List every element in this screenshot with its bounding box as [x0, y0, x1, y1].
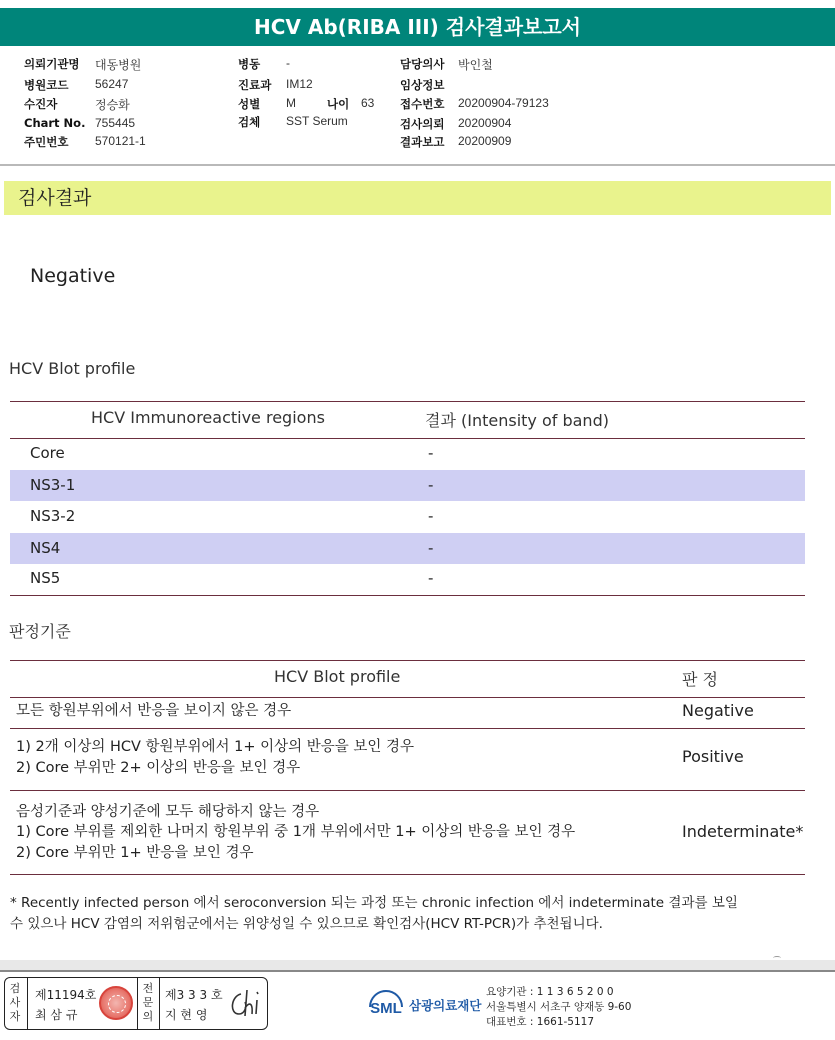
examinee-label: 수진자 — [24, 97, 58, 111]
institution-code: 요양기관 : 1 1 3 6 5 2 0 0 — [486, 986, 614, 998]
footer-strip — [0, 960, 835, 970]
examiner-license: 제11194호 — [35, 988, 97, 1002]
sex-value: M — [286, 96, 296, 110]
specialist-license: 제3 3 3 호 — [165, 988, 223, 1002]
criteria-positive-text-2: 2) Core 부위만 2+ 이상의 반응을 보인 경우 — [16, 760, 301, 776]
ward-value: - — [286, 56, 290, 70]
criteria-table-bottom-rule — [10, 874, 805, 875]
institution-label: 의뢰기관명 — [24, 57, 80, 71]
criteria-indeterminate-text-1: 음성기준과 양성기준에 모두 해당하지 않는 경우 — [16, 804, 320, 820]
patient-info — [0, 50, 835, 162]
logo-mark: SML — [370, 1000, 402, 1017]
divider — [27, 978, 28, 1029]
age-label: 나이 — [327, 97, 350, 111]
doctor-label: 담당의사 — [400, 57, 445, 71]
seal-stamp — [99, 986, 133, 1020]
divider — [137, 978, 138, 1029]
address: 서울특별시 서초구 양재동 9-60 — [486, 1001, 632, 1013]
region-name: NS3-1 — [30, 476, 76, 494]
overall-result: Negative — [30, 265, 116, 287]
criteria-indeterminate-text-3: 2) Core 부위만 1+ 반응을 보인 경우 — [16, 845, 254, 861]
blot-table-top-rule — [10, 401, 805, 402]
chart-no-value: 755445 — [95, 116, 136, 130]
clinical-info-label: 임상정보 — [400, 78, 445, 92]
criteria-header-judgement: 판 정 — [682, 670, 718, 689]
institution-value: 대동병원 — [95, 58, 142, 72]
examiner-label: 검 사 자 — [9, 982, 21, 1023]
criteria-negative-result: Negative — [682, 701, 754, 720]
blot-header-intensity: 결과 (Intensity of band) — [425, 411, 609, 430]
criteria-row-rule — [10, 790, 805, 791]
phone: 대표번호 : 1661-5117 — [486, 1016, 595, 1028]
department-value: IM12 — [286, 77, 313, 91]
table-row — [10, 501, 805, 532]
section-title: 검사결과 — [4, 181, 831, 215]
divider — [159, 978, 160, 1029]
criteria-positive-result: Positive — [682, 747, 744, 766]
criteria-row-rule — [10, 728, 805, 729]
sex-label: 성별 — [238, 97, 261, 111]
department-label: 진료과 — [238, 78, 272, 92]
region-name: NS3-2 — [30, 507, 76, 525]
info-divider — [0, 164, 835, 166]
band-intensity: - — [428, 569, 434, 587]
region-name: NS4 — [30, 539, 61, 557]
criteria-indeterminate-result: Indeterminate* — [682, 822, 804, 841]
chart-no-label: Chart No. — [24, 116, 86, 130]
criteria-header-rule — [10, 697, 805, 698]
band-intensity: - — [428, 444, 434, 462]
reported-label: 결과보고 — [400, 135, 445, 149]
signature-box — [4, 977, 268, 1030]
hospital-code-value: 56247 — [95, 77, 129, 91]
examiner-name: 최 삼 규 — [35, 1008, 78, 1022]
band-intensity: - — [428, 507, 434, 525]
criteria-indeterminate-text-2: 1) Core 부위를 제외한 나머지 항원부위 중 1개 부위에서만 1+ 이상의 반응을 보인 경우 — [16, 824, 576, 840]
hospital-code-label: 병원코드 — [24, 78, 69, 92]
table-row — [10, 438, 805, 469]
requested-value: 20200904 — [458, 116, 512, 130]
report-title: HCV Ab(RIBA III) 검사결과보고서 — [0, 8, 835, 46]
blot-profile-title: HCV Blot profile — [9, 359, 136, 378]
specialist-name: 지 현 영 — [165, 1008, 208, 1022]
footnote-line-1: * Recently infected person 에서 seroconversion 되는 과정 또는 chronic infection 에서 indeterminate 결과를 보일 — [10, 895, 738, 911]
band-intensity: - — [428, 476, 434, 494]
footer-divider — [0, 970, 835, 972]
accession-label: 접수번호 — [400, 97, 445, 111]
resident-no-label: 주민번호 — [24, 135, 69, 149]
accession-value: 20200904-79123 — [458, 96, 549, 110]
blot-table-bottom-rule — [10, 595, 805, 596]
signature-mark — [227, 986, 265, 1022]
table-row — [10, 470, 805, 501]
blot-header-regions: HCV Immunoreactive regions — [91, 408, 325, 427]
sml-logo-icon — [366, 985, 406, 1021]
specialist-label: 전 문 의 — [142, 982, 154, 1023]
footnote-line-2: 수 있으나 HCV 감염의 저위험군에서는 위양성일 수 있으므로 확인검사(HCV RT-PCR)가 추천됩니다. — [10, 916, 603, 932]
table-row — [10, 563, 805, 594]
criteria-table-top-rule — [10, 660, 805, 661]
table-row — [10, 533, 805, 564]
specimen-value: SST Serum — [286, 114, 348, 128]
doctor-value: 박인철 — [458, 58, 493, 72]
footnote — [10, 893, 810, 935]
criteria-positive-text-1: 1) 2개 이상의 HCV 항원부위에서 1+ 이상의 반응을 보인 경우 — [16, 739, 415, 755]
ward-label: 병동 — [238, 57, 261, 71]
examinee-value: 정승화 — [95, 98, 130, 112]
requested-label: 검사의뢰 — [400, 117, 445, 131]
region-name: NS5 — [30, 569, 61, 587]
age-value: 63 — [361, 96, 375, 110]
logo-name: 삼광의료재단 — [409, 998, 482, 1013]
criteria-header-profile: HCV Blot profile — [274, 667, 401, 686]
reported-value: 20200909 — [458, 134, 512, 148]
resident-no-value: 570121-1 — [95, 134, 146, 148]
criteria-negative-text: 모든 항원부위에서 반응을 보이지 않은 경우 — [16, 703, 292, 719]
region-name: Core — [30, 444, 65, 462]
band-intensity: - — [428, 539, 434, 557]
criteria-title: 판정기준 — [9, 622, 71, 641]
specimen-label: 검체 — [238, 115, 261, 129]
